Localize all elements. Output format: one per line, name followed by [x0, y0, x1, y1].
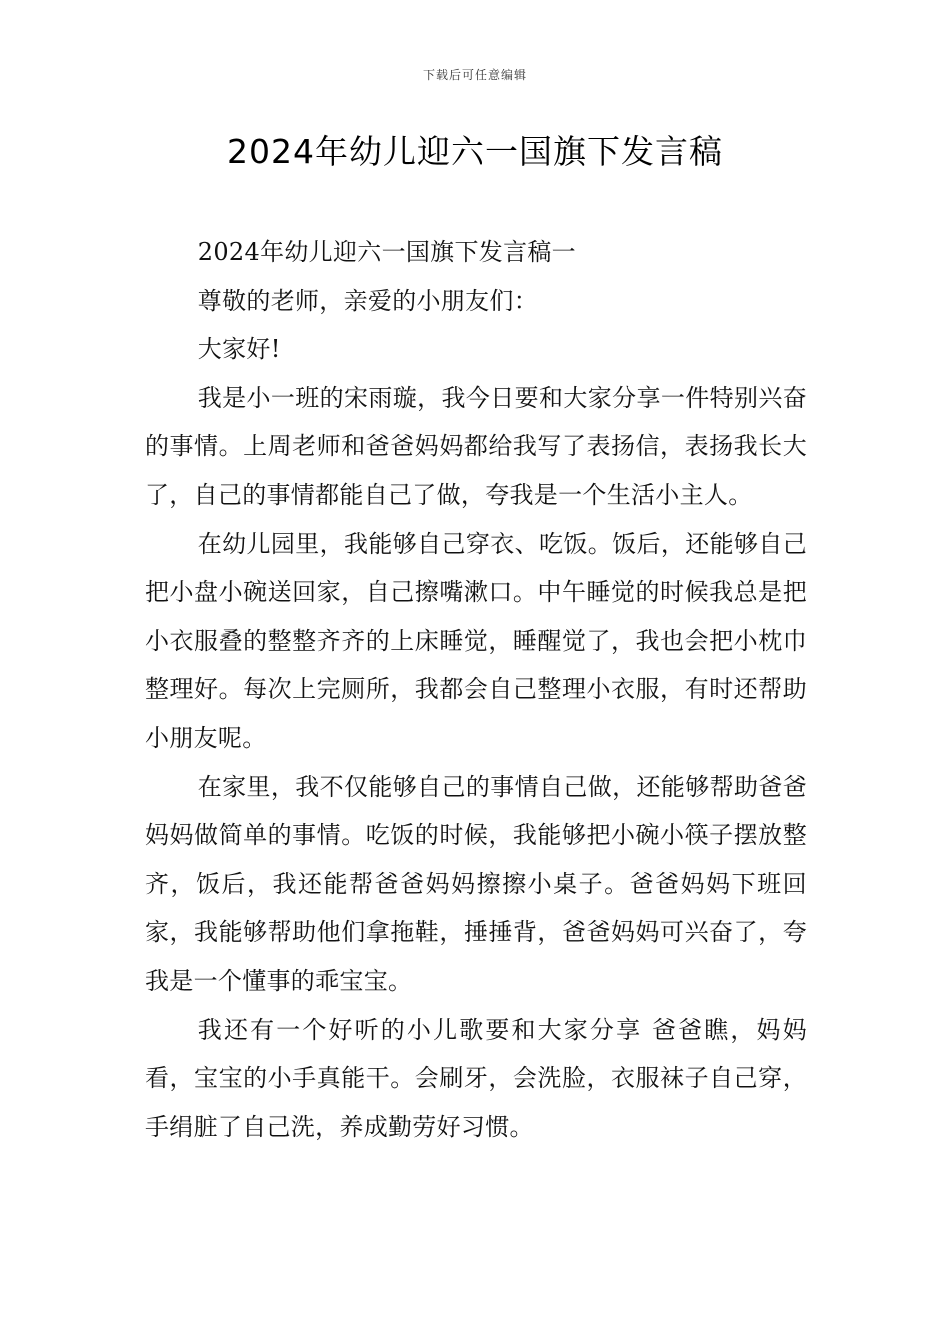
document-title: 2024年幼儿迎六一国旗下发言稿: [227, 132, 723, 171]
paragraph-salutation: 尊敬的老师，亲爱的小朋友们：: [197, 286, 538, 315]
document-body: [145, 228, 807, 1151]
paragraph-intro: 我是小一班的宋雨璇，我今日要和大家分享一件特别兴奋的事情。上周老师和爸爸妈妈都给我写了表扬信，表扬我长大了，自己的事情都能自己了做，夸我是一个生活小主人。: [145, 383, 807, 509]
paragraph-song: 我还有一个好听的小儿歌要和大家分享 爸爸瞧，妈妈看，宝宝的小手真能干。会刷牙，会洗脸，衣服袜子自己穿，手绢脏了自己洗，养成勤劳好习惯。: [145, 1015, 807, 1141]
paragraph-greeting: 大家好!: [197, 335, 281, 364]
paragraph-kindergarten: 在幼儿园里，我能够自己穿衣、吃饭。饭后，还能够自己把小盘小碗送回家，自己擦嘴漱口。中午睡觉的时候我总是把小衣服叠的整整齐齐的上床睡觉，睡醒觉了，我也会把小枕巾整理好。每次上完厕所，我都会自己整理小衣服，有时还帮助小朋友呢。: [145, 529, 807, 752]
header-note: 下载后可任意编辑: [422, 68, 527, 82]
paragraph-home: 在家里，我不仅能够自己的事情自己做，还能够帮助爸爸妈妈做简单的事情。吃饭的时候，我能够把小碗小筷子摆放整齐，饭后，我还能帮爸爸妈妈擦擦小桌子。爸爸妈妈下班回家，我能够帮助他们拿拖鞋，捶捶背，爸爸妈妈可兴奋了，夸我是一个懂事的乖宝宝。: [145, 772, 807, 995]
paragraph-subtitle: 2024年幼儿迎六一国旗下发言稿一: [197, 238, 576, 266]
